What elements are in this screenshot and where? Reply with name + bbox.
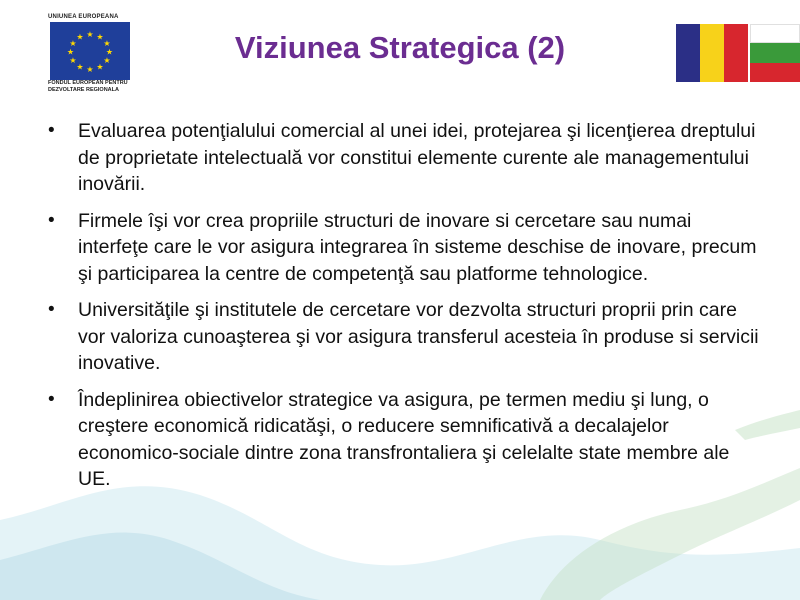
bullet-dot-icon: • [48,120,55,141]
bullet-text: Universităţile şi institutele de cercetare vor dezvolta structuri proprii prin care vor valoriza cunoaşterea şi vor asigura transferul acesteia în produse si servicii inovative. [78,299,759,374]
bullet-dot-icon: • [48,209,55,231]
bullet-text: Evaluarea potenţialului comercial al unei idei, protejarea şi licenţierea dreptului de proprietate intelectuală vor constitui elemente curente ale managementului inovării. [78,120,756,195]
svg-text:★: ★ [69,39,77,48]
svg-text:★: ★ [96,32,104,42]
bullet-item [42,118,762,198]
svg-text:★: ★ [66,47,75,57]
eu-label-bottom: FONDUL EUROPEAN PENTRU DEZVOLTARE REGIONALA [48,80,128,93]
svg-text:★: ★ [105,47,114,57]
svg-text:★: ★ [103,56,111,65]
svg-text:★: ★ [76,32,84,42]
svg-text:★: ★ [76,62,84,72]
eu-label-top: UNIUNEA EUROPEANA [48,14,119,20]
bullet-dot-icon: • [48,388,55,410]
slide-title: Viziunea Strategica (2) [234,30,566,65]
svg-text:★: ★ [96,62,104,72]
svg-text:★: ★ [86,30,94,39]
bullet-dot-icon: • [48,299,55,320]
svg-text:★: ★ [103,39,111,48]
romania-bulgaria-flags-icon [676,24,800,82]
bullet-item [42,387,762,493]
eu-logo [48,14,138,94]
romania-flag-red-stripe [724,24,748,82]
bullet-text: Îndeplinirea obiectivelor strategice va asigura, pe termen mediu şi lung, o creştere economică ridicatăşi, o reducere semnificativă a decalajelor economico-sociale dintre zona transfrontaliera şi celelalte state membre ale UE. [78,388,730,490]
bullet-text: Firmele îşi vor crea propriile structuri de inovare si cercetare sau numai interfeţe care le vor asigura integrarea în sisteme deschise de inovare, precum şi participarea la centre de competenţă sau platforme tehnologice. [78,209,757,285]
svg-text:★: ★ [69,56,77,65]
svg-text:★: ★ [86,65,94,74]
bullet-list [42,118,762,503]
bullet-item [42,208,762,288]
bulgaria-flag [750,24,800,82]
eu-flag-icon [50,22,130,80]
romania-flag-yellow-stripe [700,24,724,82]
romania-flag-blue-stripe [676,24,700,82]
bullet-item [42,297,762,377]
